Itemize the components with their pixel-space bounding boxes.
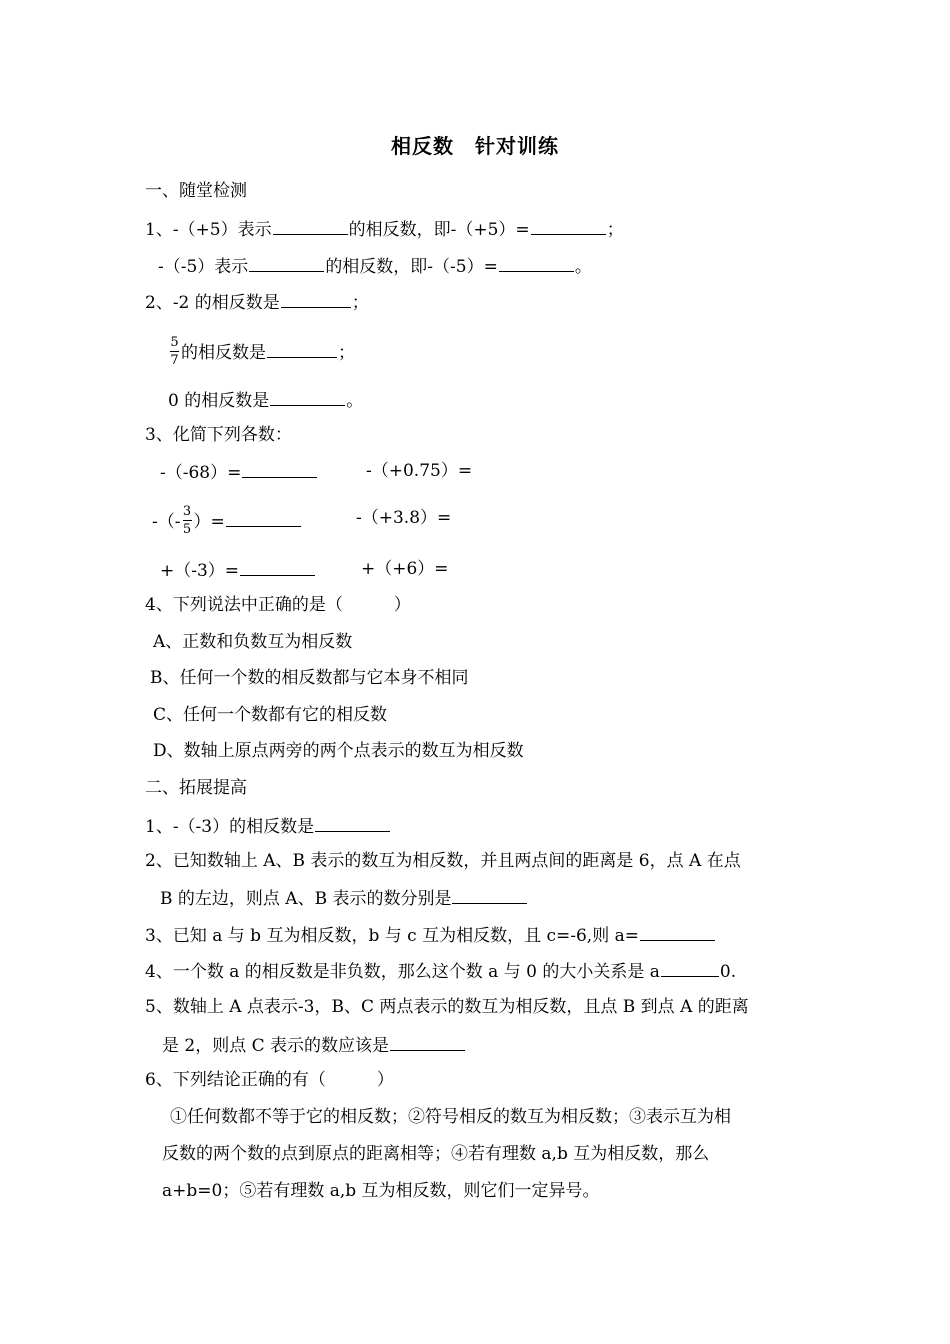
answer-blank[interactable]	[273, 217, 348, 235]
text: 。	[346, 391, 364, 411]
answer-blank[interactable]	[390, 1033, 465, 1051]
fraction-bar	[183, 520, 192, 521]
q3-item-3a	[160, 558, 316, 582]
text: 4、一个数 a 的相反数是非负数，那么这个数 a 与 0 的大小关系是 a	[145, 962, 660, 982]
fraction	[183, 505, 192, 536]
text: 1、-（-3）的相反数是	[145, 817, 315, 837]
fraction-bar	[170, 351, 179, 352]
q4-question: 4、下列说法中正确的是（ ）	[145, 595, 411, 615]
s2-q2-line-b	[160, 886, 528, 910]
text: -（-	[152, 512, 181, 532]
s2-q6: 6、下列结论正确的有（ ）	[145, 1070, 394, 1090]
text: 的相反数是	[181, 343, 266, 363]
text: 0 的相反数是	[168, 391, 270, 411]
text: 1、-（+5）表示	[145, 220, 272, 240]
s2-q3	[145, 923, 716, 947]
answer-blank[interactable]	[267, 340, 337, 358]
text: B 的左边，则点 A、B 表示的数分别是	[160, 889, 452, 909]
q2-line-c	[168, 388, 363, 412]
answer-blank[interactable]	[640, 923, 715, 941]
answer-blank[interactable]	[249, 254, 324, 272]
q3-item-2b: -（+3.8）=	[356, 508, 452, 528]
s2-q6-statements-2: 反数的两个数的点到原点的距离相等；④若有理数 a,b 互为相反数，那么	[162, 1144, 710, 1164]
q4-option-c: C、任何一个数都有它的相反数	[153, 705, 388, 725]
answer-blank[interactable]	[240, 558, 315, 576]
q3-item-1b: -（+0.75）=	[366, 461, 473, 481]
text: 。	[574, 257, 592, 277]
answer-blank[interactable]	[242, 460, 317, 478]
answer-blank[interactable]	[452, 886, 527, 904]
page-title: 相反数 针对训练	[391, 134, 559, 158]
text: 的相反数，即-（-5）=	[325, 257, 498, 277]
s2-q6-statements-3: a+b=0；⑤若有理数 a,b 互为相反数，则它们一定异号。	[162, 1181, 600, 1201]
s2-q4	[145, 959, 736, 983]
text: +（-3）=	[160, 561, 240, 581]
text: 0.	[719, 962, 737, 982]
text: ；	[351, 293, 369, 313]
s2-q6-statements-1: ①任何数都不等于它的相反数；②符号相反的数互为相反数；③表示互为相	[170, 1107, 731, 1127]
s2-q5-line-a: 5、数轴上 A 点表示-3，B、C 两点表示的数互为相反数，且点 B 到点 A 的距离	[145, 997, 749, 1017]
fraction	[170, 336, 179, 367]
answer-blank[interactable]	[315, 814, 390, 832]
text: 2、-2 的相反数是	[145, 293, 280, 313]
q1-line-a	[145, 217, 624, 241]
denominator: 5	[182, 522, 192, 537]
numerator: 5	[170, 335, 179, 350]
q4-option-d: D、数轴上原点两旁的两个点表示的数互为相反数	[153, 741, 524, 761]
section-1-heading: 一、随堂检测	[145, 181, 247, 201]
q4-option-b: B、任何一个数的相反数都与它本身不相同	[150, 668, 469, 688]
denominator: 7	[170, 353, 179, 368]
q4-option-a: A、正数和负数互为相反数	[153, 632, 353, 652]
answer-blank[interactable]	[281, 290, 351, 308]
q3-heading: 3、化简下列各数：	[145, 425, 292, 445]
s2-q1	[145, 814, 391, 838]
q3-item-1a	[160, 460, 318, 484]
q2-line-a	[145, 290, 369, 314]
q2-line-b	[168, 335, 355, 369]
text: ）=	[193, 512, 225, 532]
answer-blank[interactable]	[226, 509, 301, 527]
answer-blank[interactable]	[499, 254, 574, 272]
text: -（-68）=	[160, 463, 242, 483]
answer-blank[interactable]	[270, 388, 345, 406]
text: 的相反数，即-（+5）=	[348, 220, 530, 240]
q1-line-b	[158, 254, 592, 278]
q3-item-3b: +（+6）=	[361, 559, 449, 579]
text: ；	[338, 343, 355, 363]
text: 是 2，则点 C 表示的数应该是	[162, 1036, 390, 1056]
section-2-heading: 二、拓展提高	[145, 778, 247, 798]
q3-item-2a	[152, 504, 302, 538]
numerator: 3	[182, 504, 192, 519]
s2-q2-line-a: 2、已知数轴上 A、B 表示的数互为相反数，并且两点间的距离是 6，点 A 在点	[145, 851, 741, 871]
answer-blank[interactable]	[661, 959, 719, 977]
text: 3、已知 a 与 b 互为相反数，b 与 c 互为相反数，且 c=-6,则 a=	[145, 926, 639, 946]
s2-q5-line-b	[162, 1033, 466, 1057]
answer-blank[interactable]	[531, 217, 606, 235]
text: -（-5）表示	[158, 257, 249, 277]
text: ；	[606, 220, 624, 240]
